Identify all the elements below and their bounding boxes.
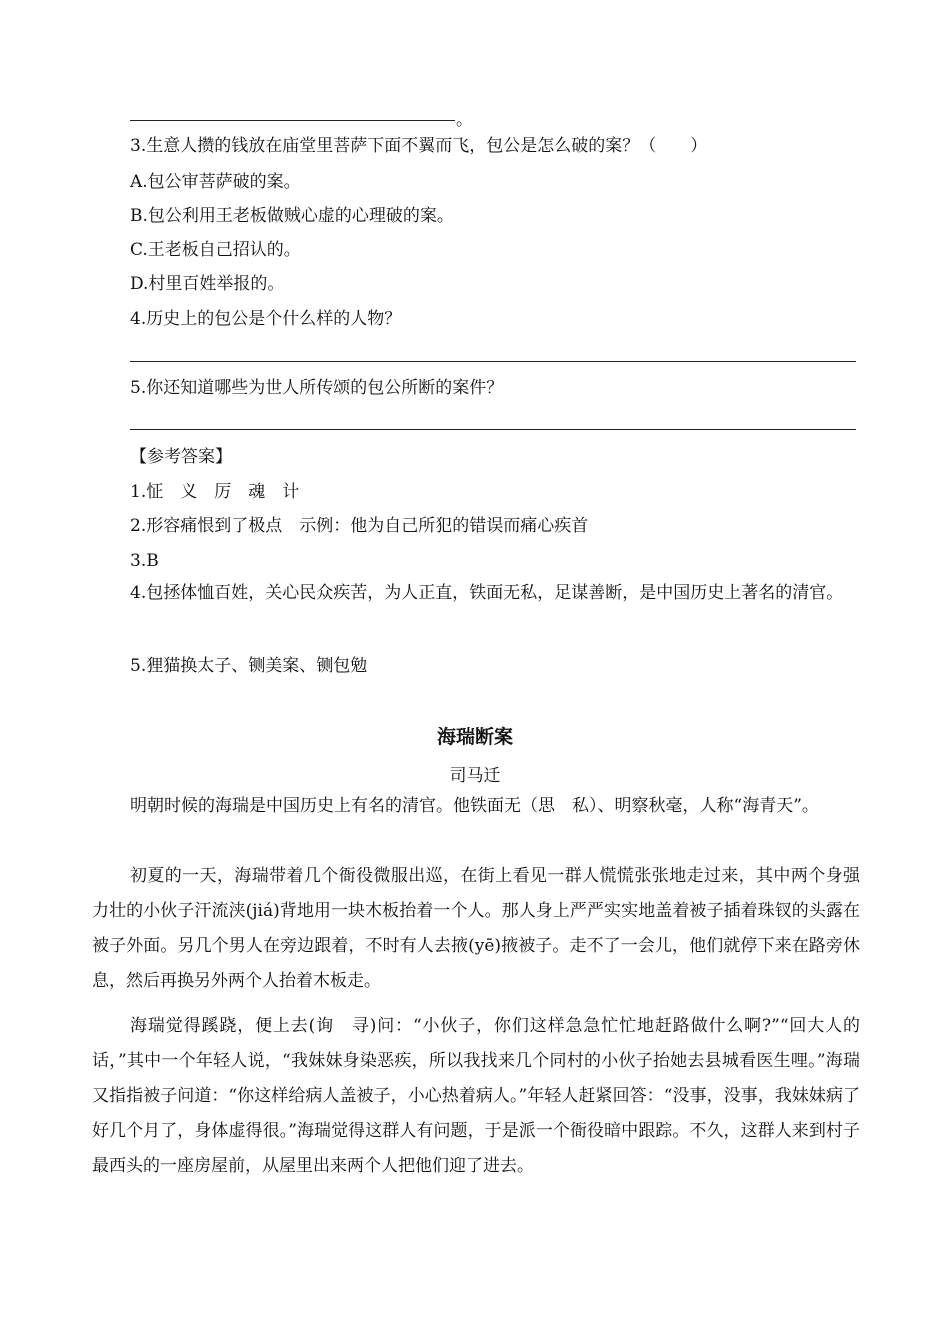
answer-blank-q2 [130,120,455,121]
option-b: B.包公利用王老板做贼心虚的心理破的案。 [130,206,454,226]
question-3: 3.生意人攒的钱放在庙堂里菩萨下面不翼而飞，包公是怎么破的案？（ ） [130,136,708,156]
answer-3: 3.B [130,551,159,571]
article-paragraph-3: 海瑞觉得蹊跷，便上去(询 寻)问：“小伙子，你们这样急急忙忙地赶路做什么啊?”“回大人的话，”其中一个年轻人说，“我妹妹身染恶疾，所以我找来几个同村的小伙子抬她去县城看医生哩。”海瑞又指指被子问道：“你这样给病人盖被子，小心热着病人。”年轻人赶紧回答：“没事，没事，我妹妹病了好几个月了，身体虚得很。”海瑞觉得这群人有问题，于是派一个衙役暗中跟踪。不久，这群人来到村子最西头的一座房屋前，从屋里出来两个人把他们迎了进去。 [92,1016,860,1176]
answer-line-q4 [130,361,856,362]
answer-line-q5 [130,429,856,430]
article-title: 海瑞断案 [436,726,513,748]
question-5: 5.你还知道哪些为世人所传颂的包公所断的案件？ [130,378,504,398]
answer-2: 2.形容痛恨到了极点 示例：他为自己所犯的错误而痛心疾首 [130,516,589,536]
option-c: C.王老板自己招认的。 [130,240,301,260]
article-paragraph-2: 初夏的一天，海瑞带着几个衙役微服出巡，在街上看见一群人慌慌张张地走过来，其中两个身强力壮的小伙子汗流浃(jiá)背地用一块木板抬着一个人。那人身上严严实实地盖着被子插着珠钗的头露在被子外面。另几个男人在旁边跟着，不时有人去掖(yē)掖被子。走不了一会儿，他们就停下来在路旁休息，然后再换另外两个人抬着木板走。 [92,866,860,991]
answer-4: 4.包拯体恤百姓，关心民众疾苦，为人正直，铁面无私，足谋善断，是中国历史上著名的清官。 [130,583,844,603]
article-paragraph-1: 明朝时候的海瑞是中国历史上有名的清官。他铁面无（思 私）、明察秋毫，人称“海青天”。 [130,796,819,816]
answers-heading: 【参考答案】 [130,447,232,467]
answer-1: 1.怔 义 厉 魂 计 [130,482,300,502]
question-4: 4.历史上的包公是个什么样的人物？ [130,309,402,329]
article-author: 司马迁 [449,766,501,786]
option-d: D.村里百姓举报的。 [130,274,285,294]
answer-5: 5.狸猫换太子、铡美案、铡包勉 [130,656,368,676]
q2-period: 。 [456,110,473,130]
option-a: A.包公审菩萨破的案。 [130,172,301,192]
